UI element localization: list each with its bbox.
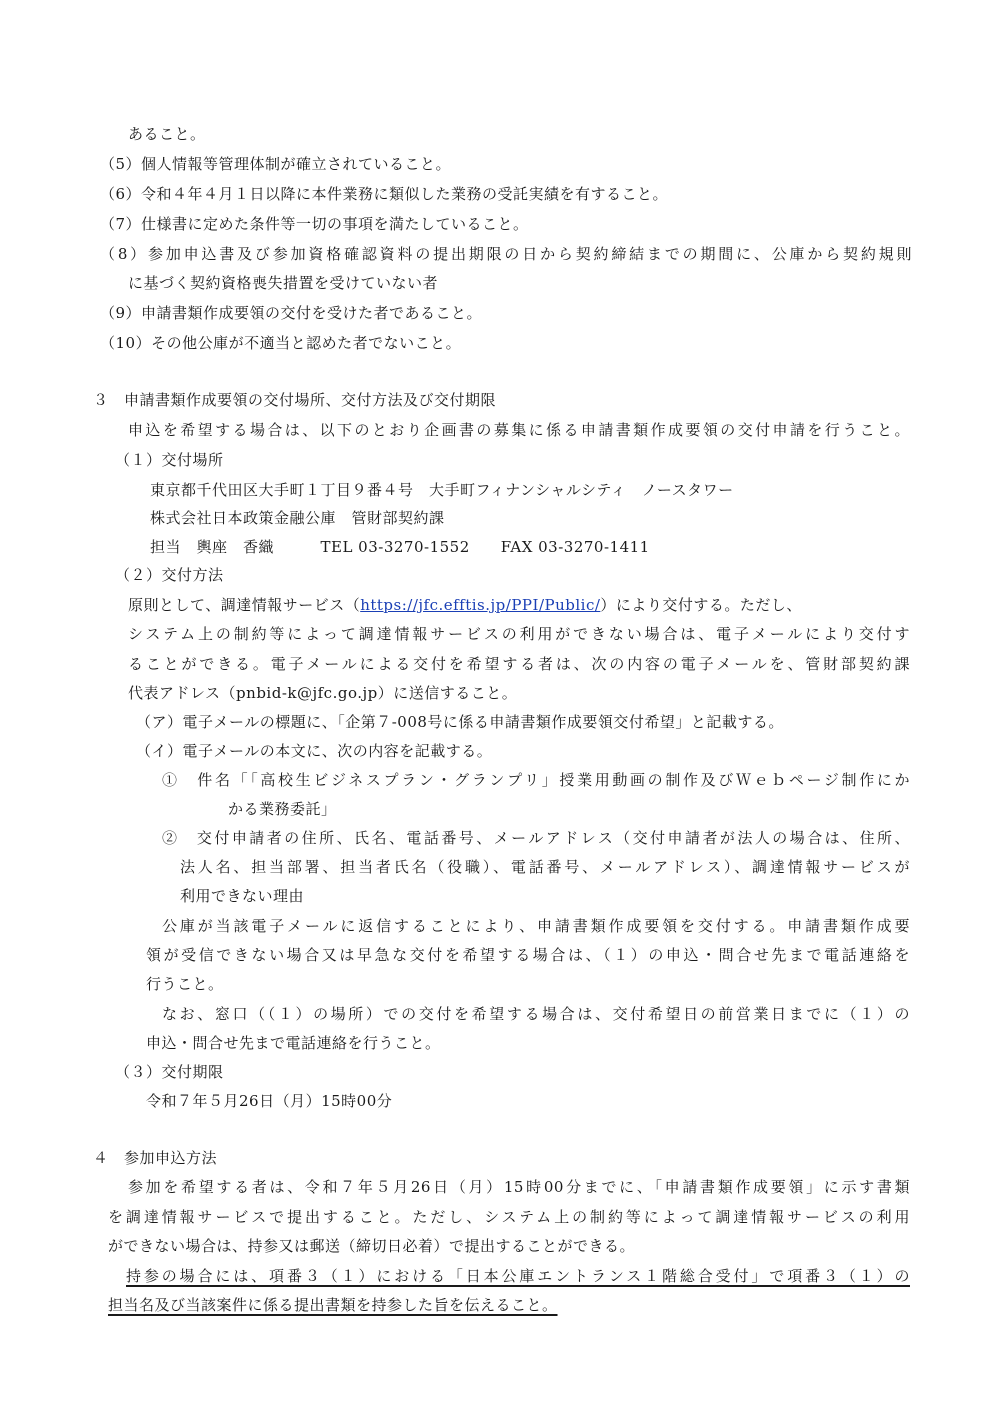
- item-circle-1: ① 件名「「高校生ビジネスプラン・グランプリ」授業用動画の制作及びＷｅｂページ制作にか: [162, 771, 910, 789]
- organization-line: 株式会社日本政策金融公庫 管財部契約課: [150, 509, 445, 527]
- subsection-3-heading: （３）交付期限: [115, 1063, 224, 1081]
- list-item-6: （6）令和４年４月１日以降に本件業務に類似した業務の受託実績を有すること。: [100, 185, 669, 203]
- section-3-heading: ３ 申請書類作成要領の交付場所、交付方法及び交付期限: [93, 391, 497, 409]
- section-3-intro: 申込を希望する場合は、以下のとおり企画書の募集に係る申請書類作成要領の交付申請を行うこと。: [128, 421, 910, 439]
- text-line: 代表アドレス（pnbid-k@jfc.go.jp）に送信すること。: [128, 684, 518, 702]
- text-line: 申込・問合せ先まで電話連絡を行うこと。: [146, 1034, 441, 1052]
- text-line: 公庫が当該電子メールに返信することにより、申請書類作成要領を交付する。申請書類作成要: [162, 917, 910, 935]
- subsection-1-heading: （１）交付場所: [115, 451, 224, 469]
- text-line: あること。: [128, 125, 206, 143]
- list-item-10: （10）その他公庫が不適当と認めた者でないこと。: [100, 334, 462, 352]
- item-circle-2-cont: 利用できない理由: [180, 887, 305, 905]
- item-circle-2-cont: 法人名、担当部署、担当者氏名（役職）、電話番号、メールアドレス）、調達情報サービスが: [180, 858, 910, 876]
- text-line: 領が受信できない場合又は早急な交付を希望する場合は、（１）の申込・問合せ先まで電話連絡を: [146, 946, 910, 964]
- text-line: ができない場合は、持参又は郵送（締切日必着）で提出することができる。: [108, 1237, 636, 1255]
- subsection-2-heading: （２）交付方法: [115, 566, 224, 584]
- list-item-5: （5）個人情報等管理体制が確立されていること。: [100, 155, 452, 173]
- address-line: 東京都千代田区大手町１丁目９番４号 大手町フィナンシャルシティ ノースタワー: [150, 481, 734, 499]
- item-a: （ア）電子メールの標題に、「企第７-008号に係る申請書類作成要領交付希望」と記載する。: [136, 713, 784, 731]
- text-line: 参加を希望する者は、令和７年５月26日（月）15時00分までに、「申請書類作成要領」に示す書類: [128, 1178, 910, 1196]
- list-item-8: （8）参加申込書及び参加資格確認資料の提出期限の日から契約締結までの期間に、公庫から契約規則: [100, 245, 912, 263]
- delivery-method-line: [128, 595, 802, 615]
- list-item-7: （7）仕様書に定めた条件等一切の事項を満たしていること。: [100, 215, 529, 233]
- text-line: システム上の制約等によって調達情報サービスの利用ができない場合は、電子メールにより交付す: [128, 625, 910, 643]
- procurement-service-link[interactable]: https://jfc.efftis.jp/PPI/Public/: [360, 596, 601, 614]
- underlined-notice-cont: 担当名及び当該案件に係る提出書類を持参した旨を伝えること。: [108, 1296, 558, 1314]
- text-line: なお、窓口（（１）の場所）での交付を希望する場合は、交付希望日の前営業日までに（１）の: [162, 1005, 910, 1023]
- item-circle-1-cont: かる業務委託」: [228, 800, 337, 818]
- underlined-notice: 持参の場合には、項番３（１）における「日本公庫エントランス１階総合受付」で項番３（１）の: [126, 1267, 910, 1285]
- section-4-heading: ４ 参加申込方法: [93, 1149, 218, 1167]
- deadline-line: 令和７年５月26日（月）15時00分: [146, 1092, 393, 1110]
- text-segment: ）により交付する。ただし、: [600, 596, 802, 614]
- text-line: を調達情報サービスで提出すること。ただし、システム上の制約等によって調達情報サービスの利用: [108, 1208, 910, 1226]
- text-line: 行うこと。: [146, 975, 224, 993]
- text-line: ることができる。電子メールによる交付を希望する者は、次の内容の電子メールを、管財部契約課: [128, 655, 910, 673]
- text-segment: 原則として、調達情報サービス（: [128, 596, 361, 614]
- contact-line: 担当 輿座 香織 TEL 03-3270-1552 FAX 03-3270-1411: [150, 538, 650, 556]
- list-item-8-cont: に基づく契約資格喪失措置を受けていない者: [128, 274, 439, 292]
- item-i: （イ）電子メールの本文に、次の内容を記載する。: [136, 742, 493, 760]
- item-circle-2: ② 交付申請者の住所、氏名、電話番号、メールアドレス（交付申請者が法人の場合は、住所、: [162, 829, 910, 847]
- list-item-9: （9）申請書類作成要領の交付を受けた者であること。: [100, 304, 483, 322]
